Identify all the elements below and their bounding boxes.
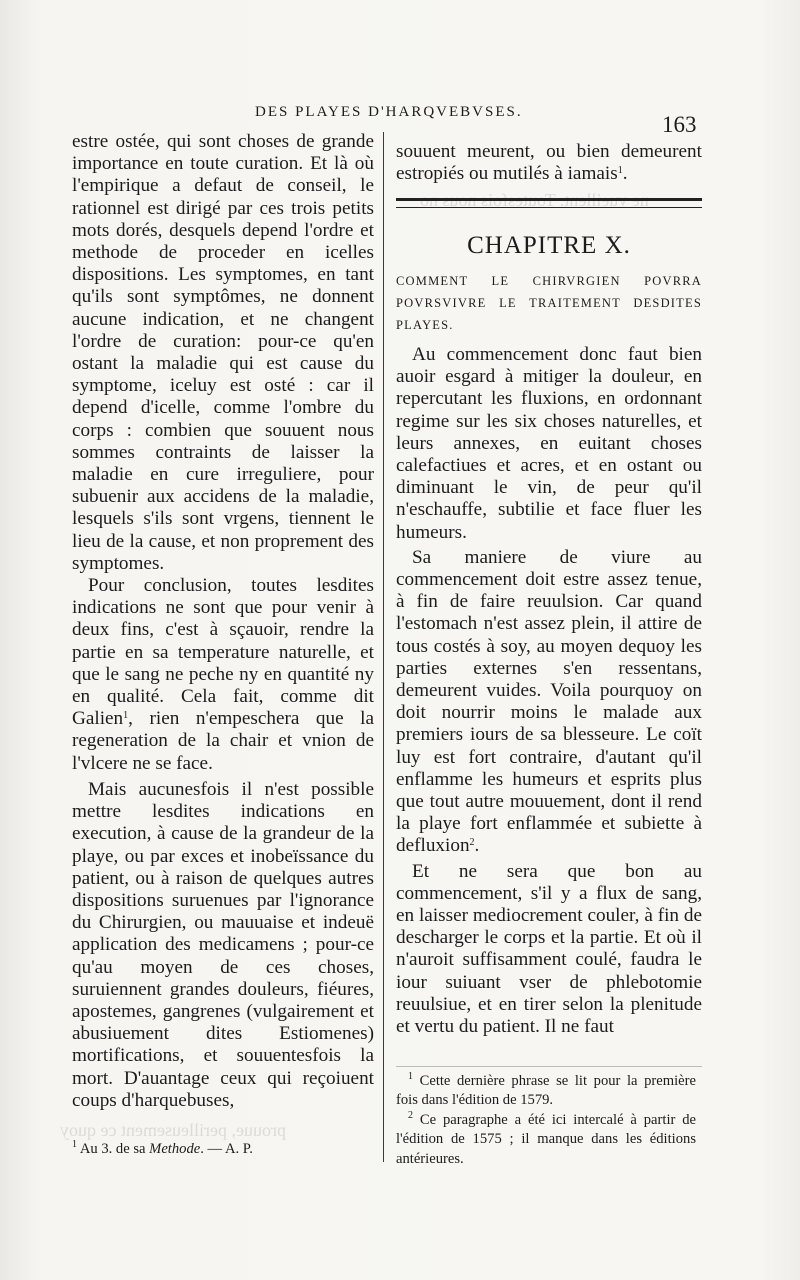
paragraph	[396, 547, 702, 858]
paragraph-text: souuent meurent, ou bien demeurent estropiés ou mutilés à iamais	[396, 141, 702, 185]
left-column	[72, 131, 374, 1112]
footnote-marker: 1	[408, 1071, 413, 1082]
footnote-marker: 2	[408, 1109, 413, 1121]
footnote	[72, 1140, 374, 1158]
bleed-through: ne vueillent. Toutesfois nous no	[420, 190, 649, 210]
chapter-subtitle: COMMENT LE CHIRVRGIEN POVRRA POVRSVIVRE LE TRAITEMENT DESDITES PLAYES.	[396, 274, 702, 332]
column-divider	[383, 132, 384, 1162]
footnote	[396, 1072, 696, 1111]
footnotes	[396, 1072, 696, 1169]
footnote-text: . — A. P.	[200, 1141, 253, 1157]
footnote-text: Cette dernière phrase se lit pour la première fois dans l'édition de 1579.	[396, 1073, 696, 1109]
footnote-ref: 1	[123, 710, 129, 722]
right-column	[396, 344, 702, 1038]
paragraph-text: .	[622, 163, 628, 185]
footnote-text: Au 3. de sa	[79, 1141, 150, 1157]
footnote-rule	[396, 1066, 702, 1067]
footnote-ref: 1	[617, 165, 623, 177]
section-rule	[396, 198, 702, 208]
footnote-ref: 2	[469, 837, 475, 849]
bleed-through: prouue, perilleusement ce quoy	[60, 1120, 286, 1140]
paragraph: Et ne sera que bon au commencement, s'il y a flux de sang, en laisser mediocrement couler, à fin de descharger le corps et la partie. Et où il n'auroit suffisamment coulé, faudra le iour suiuant vser de phlebotomie reuulsiue, et en tirer selon la plenitude et vertu du patient. Il ne faut	[396, 860, 702, 1038]
paragraph-text: , rien n'empeschera que la regeneration de la chair et vnion de l'vlcere ne se face.	[72, 708, 374, 774]
running-head: DES PLAYES D'HARQVEBVSES.	[255, 104, 523, 120]
paragraph-text: Sa maniere de viure au commencement doit estre assez tenue, à fin de faire reuulsion. Car quand l'estomach n'est assez plein, il attire de tous costés à soy, au moyen dequoy les parties externes s'en ressentans, demeurent vuides. Voila pourquoy on doit nourrir moins le malade aux premiers iours de sa blesseure. Le coït luy est fort contraire, d'autant qu'il enflamme les humeurs et esprits plus que tout autre mouuement, dont il rend la playe fort enflammée et subiette à defluxion	[396, 546, 702, 857]
footnote-marker: 1	[72, 1139, 77, 1150]
paragraph: Au commencement donc faut bien auoir esgard à mitiger la douleur, en repercutant les fluxions, en ordonnant regime sur les six choses naturelles, et leurs annexes, en euitant choses calefactiues et acres, et en ostant ou diminuant le vin, de peur qu'il n'eschauffe, subtilie et face fluer les humeurs.	[396, 344, 702, 543]
paragraph-text: .	[474, 835, 480, 857]
page-number: 163	[662, 112, 697, 137]
paragraph	[72, 575, 374, 775]
footnote-italic: Methode	[149, 1141, 201, 1157]
paragraph: estre ostée, qui sont choses de grande importance en toute curation. Et là où l'empirique a defaut de conseil, le rationnel est dirigé par ces trois petits mots dorés, desquels depend l'ordre et methode de proceder en icelles dispositions. Les symptomes, en tant qu'ils sont symptômes, ne donnent aucune indication, et ne changent l'ordre de curation: pour-ce qu'en ostant la maladie qui est cause du symptome, iceluy est osté : car il depend d'icelle, comme l'ombre du corps : combien que souuent nous sommes contraints de laisser la maladie en cure irreguliere, pour subuenir aux accidens de la maladie, lesquels s'ils sont vrgens, tiennent le lieu de la cause, et non proprement des symptomes.	[72, 131, 374, 574]
paragraph	[396, 141, 702, 185]
footnote-text: Ce paragraphe a été ici intercalé à partir de l'édition de 1575 ; il manque dans les éditions antérieures.	[396, 1111, 696, 1167]
paragraph: Mais aucunesfois il n'est possible mettre lesdites indications en execution, à cause de la grandeur de la playe, ou par exces et inobeïssance du patient, ou à raison de quelques autres dispositions suruenues par l'ignorance du Chirurgien, ou mauuaise et indeuë application des medicamens ; pour-ce qu'au moyen de ces choses, suruiennent grandes douleurs, fiéures, apostemes, gangrenes (vulgairement et abusiuement dites Estiomenes) mortifications, et souuentesfois la mort. D'auantage ceux qui reçoiuent coups d'harquebuses,	[72, 778, 374, 1111]
footnote	[396, 1111, 696, 1169]
right-column-carry	[396, 141, 702, 185]
chapter-title: CHAPITRE X.	[467, 232, 631, 259]
paragraph-text: Pour conclusion, toutes lesdites indications ne sont que pour venir à deux fins, c'est à sçauoir, rendre la partie en sa temperature naturelle, et que le sang ne peche ny en quantité ny en qualité. Cela fait, comme dit Galien	[72, 575, 374, 730]
